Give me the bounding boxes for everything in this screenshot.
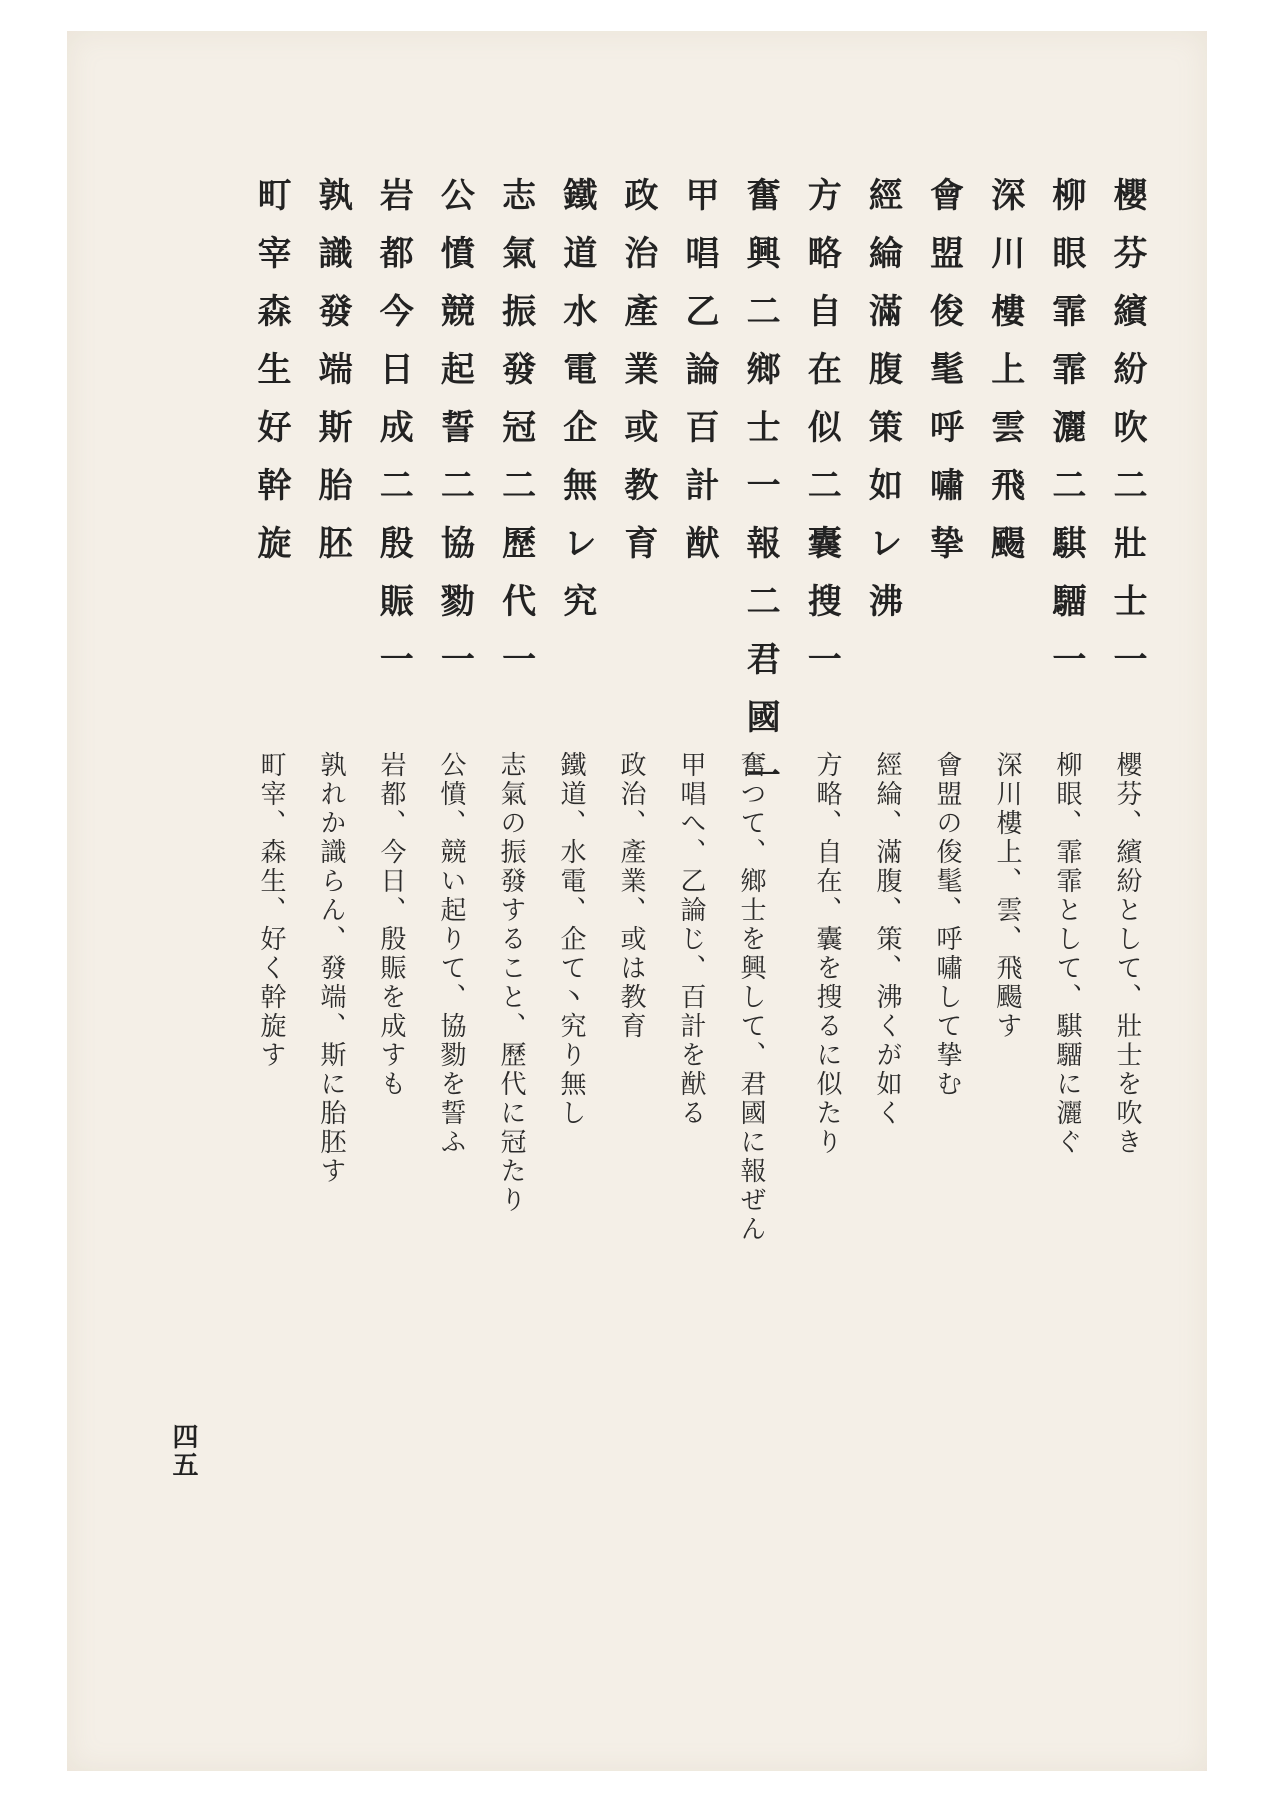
kanbun-line: 奮興二鄉士一報二君國一 (740, 177, 781, 815)
kanbun-line: 孰識發端斯胎胚 (312, 177, 353, 583)
kanbun-line: 岩都今日成二殷賑一 (373, 177, 414, 699)
reading-line: 岩都、今日、殷賑を成すも (376, 751, 406, 1099)
kanbun-line: 政治產業或教育 (617, 177, 658, 583)
reading-line: 奮つて、鄉士を興して、君國に報ぜん (736, 751, 766, 1244)
reading-line: 經綸、滿腹、策、沸くが如く (872, 751, 902, 1128)
book-page (67, 31, 1207, 1771)
kanbun-line: 經綸滿腹策如レ沸 (862, 177, 903, 641)
reading-line: 公憤、競い起りて、協勠を誓ふ (436, 751, 466, 1157)
kanbun-line: 會盟俊髦呼嘯挚 (923, 177, 964, 583)
reading-line: 深川樓上、雲、飛颺す (992, 751, 1022, 1041)
reading-line: 町宰、森生、好く幹旋す (256, 751, 286, 1070)
kanbun-line: 甲唱乙論百計猷 (678, 177, 719, 583)
kanbun-line: 志氣振發冠二歷代一 (495, 177, 536, 699)
page-number: 四五 (168, 1423, 198, 1479)
kanbun-line: 町宰森生好幹旋 (251, 177, 291, 583)
kanbun-line: 方略自在似二囊搜一 (801, 177, 842, 699)
reading-line: 政治、產業、或は教育 (616, 751, 646, 1041)
reading-line: 柳眼、霏霏として、騏驑に灑ぐ (1052, 751, 1082, 1157)
japanese-reading-block (249, 751, 1149, 1244)
reading-line: 會盟の俊髦、呼嘯して挚む (932, 751, 962, 1099)
kanbun-line: 公憤競起誓二協勠一 (434, 177, 475, 699)
kanbun-line: 深川樓上雲飛颺 (984, 177, 1025, 583)
kanbun-line: 櫻芬繽紛吹二壯士一 (1106, 177, 1147, 699)
kanbun-line: 柳眼霏霏灑二騏驑一 (1045, 177, 1086, 699)
kanbun-poem-block (249, 177, 1149, 815)
reading-line: 孰れか識らん、發端、斯に胎胚す (316, 751, 346, 1186)
reading-line: 鐵道、水電、企て丶究り無し (556, 751, 586, 1128)
reading-line: 甲唱へ、乙論じ、百計を猷る (676, 751, 706, 1128)
reading-line: 櫻芬、繽紛として、壯士を吹き (1112, 751, 1142, 1157)
reading-line: 方略、自在、囊を搜るに似たり (812, 751, 842, 1157)
kanbun-line: 鐵道水電企無レ究 (556, 177, 597, 641)
reading-line: 志氣の振發すること、歷代に冠たり (496, 751, 526, 1215)
